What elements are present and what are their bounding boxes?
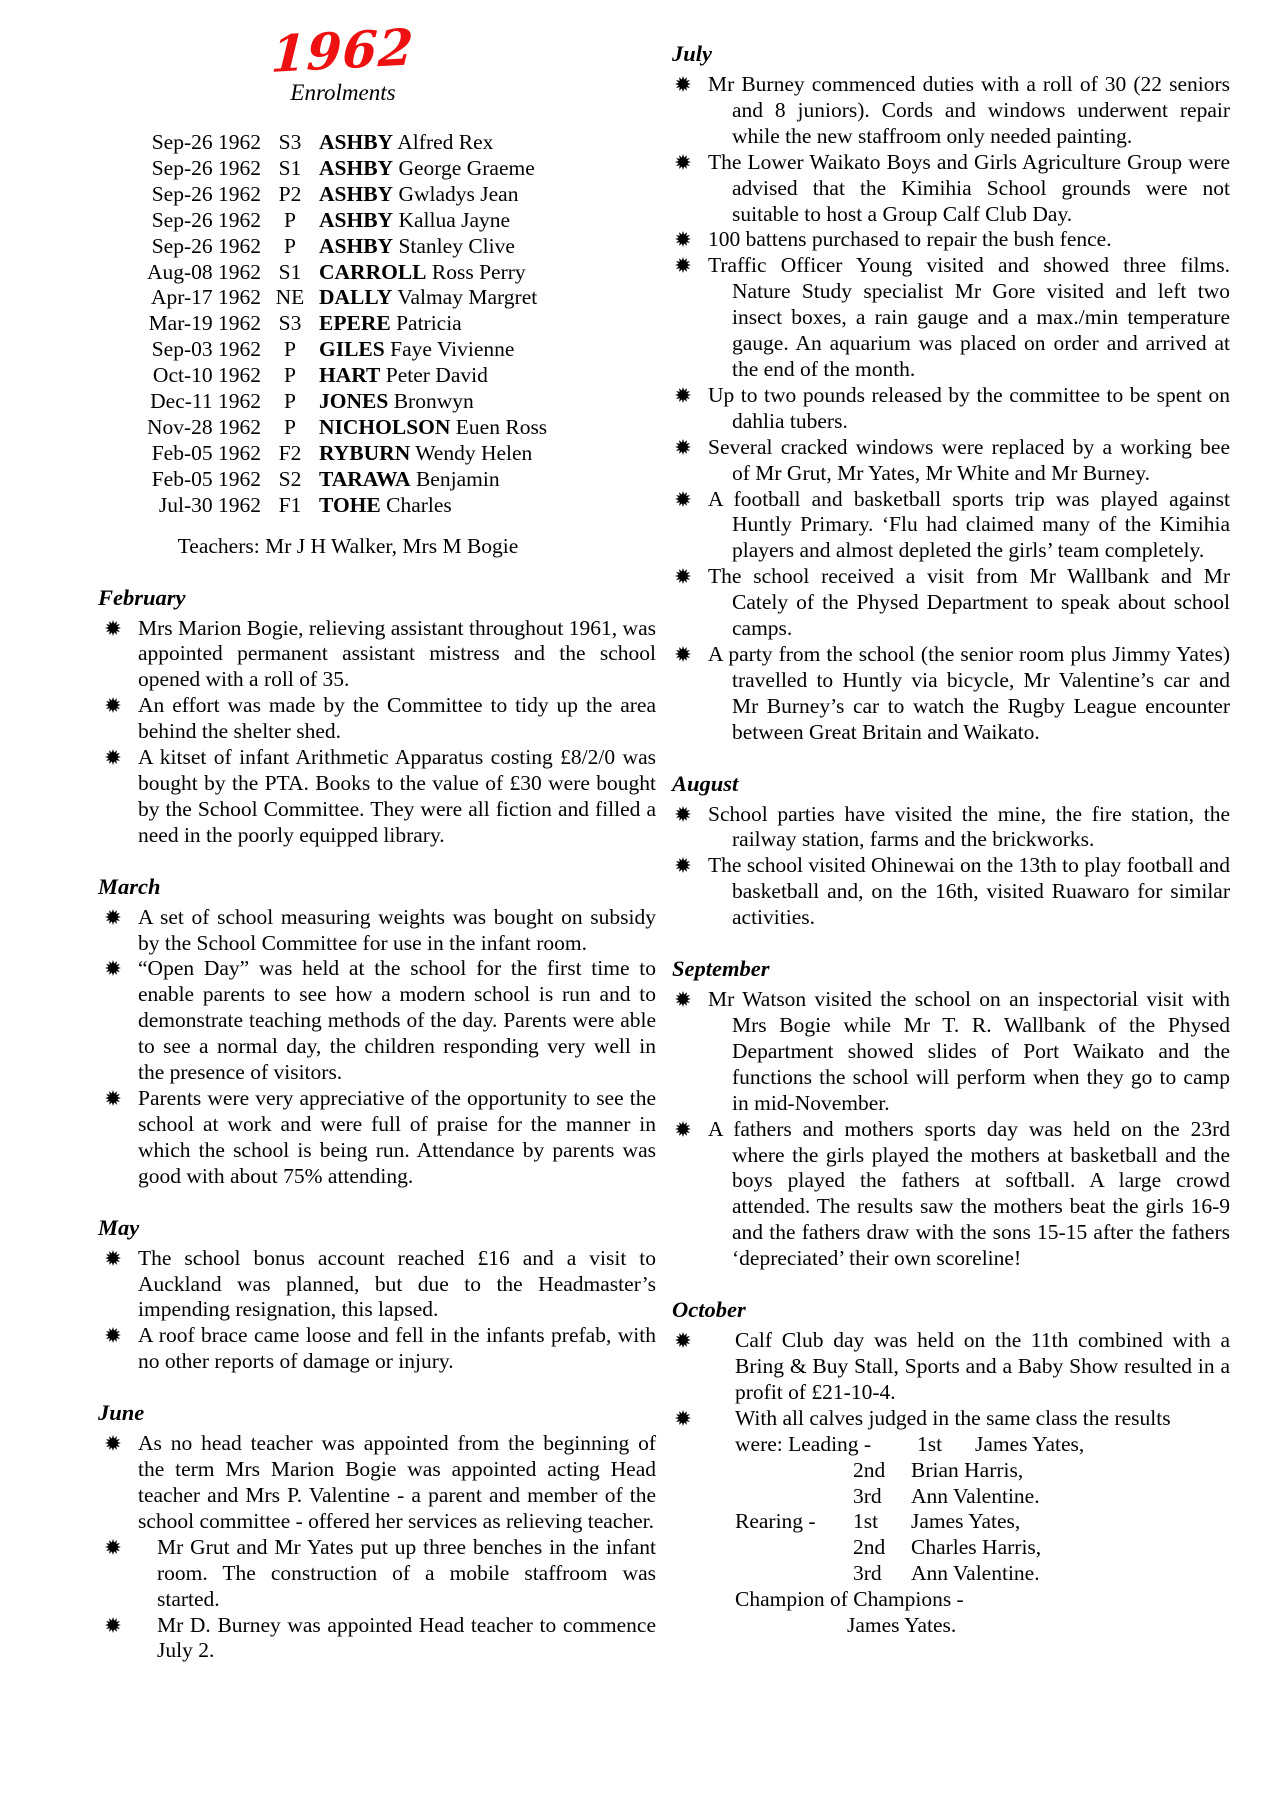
star-bullet-icon	[105, 697, 121, 713]
enrolment-surname: TOHE	[319, 492, 381, 517]
enrolment-class: P	[284, 363, 296, 388]
enrolment-given: Euen Ross	[455, 414, 548, 439]
enrolment-surname: NICHOLSON	[319, 414, 451, 439]
bullet-item	[98, 1323, 656, 1375]
enrolment-name	[319, 389, 474, 415]
enrolment-given: Alfred Rex	[397, 130, 494, 154]
enrolment-row	[137, 363, 656, 389]
results-row	[735, 1458, 1230, 1484]
enrolment-row	[137, 234, 656, 260]
bullet-item	[672, 383, 1230, 435]
enrolment-row	[137, 441, 656, 467]
month-heading: October	[672, 1297, 746, 1323]
enrolment-surname: DALLY	[319, 285, 393, 310]
star-bullet-icon	[675, 387, 691, 403]
enrolment-date: Sep-26 1962	[151, 155, 261, 180]
enrolment-class: F2	[278, 440, 302, 465]
bullet-item	[672, 1117, 1230, 1272]
results-place: 1st	[853, 1509, 879, 1534]
star-bullet-icon	[675, 1121, 691, 1137]
enrolment-class: S1	[278, 155, 302, 180]
champion-name-line: James Yates.	[847, 1613, 957, 1638]
enrolment-surname: GILES	[319, 337, 385, 362]
star-bullet-icon	[675, 439, 691, 455]
bullet-text: Mrs Marion Bogie, relieving assistant throughout 1961, was appointed permanent assistant mistress and the school opened with a roll of 35.	[138, 615, 656, 692]
column-left	[98, 17, 656, 1664]
enrolment-row	[137, 493, 656, 519]
results-label	[735, 1561, 853, 1587]
enrolment-surname: ASHBY	[319, 233, 394, 258]
star-bullet-icon	[105, 1327, 121, 1343]
bullet-item	[672, 487, 1230, 565]
enrolment-date: Mar-19 1962	[148, 311, 261, 336]
month-heading: August	[672, 770, 739, 796]
enrolment-row	[137, 311, 656, 337]
month-heading: March	[98, 873, 161, 899]
enrolment-class: P	[284, 389, 296, 414]
enrolment-date: Nov-28 1962	[146, 414, 261, 439]
results-label	[735, 1535, 853, 1561]
bullet-item	[98, 1431, 656, 1535]
enrolment-surname: EPERE	[319, 311, 391, 336]
page-title: 1962	[269, 17, 417, 84]
enrolment-class: F1	[278, 492, 302, 517]
enrolment-date: Sep-26 1962	[151, 130, 261, 154]
bullet-text: Parents were very appreciative of the opportunity to see the school at work and were full of praise for the manner in which the school is being run. Attendance by parents was good with about 75% attending.	[138, 1086, 656, 1188]
enrolment-row	[137, 389, 656, 415]
enrolment-surname: CARROLL	[319, 259, 427, 284]
results-name: Ann Valentine.	[911, 1483, 1040, 1508]
enrolment-given: Charles	[386, 492, 452, 517]
enrolment-class: P2	[278, 181, 302, 206]
bullet-item	[98, 693, 656, 745]
results-label: Rearing -	[735, 1509, 816, 1534]
bullet-text: A roof brace came loose and fell in the infants prefab, with no other reports of damage or injury.	[138, 1323, 656, 1374]
enrolment-surname: TARAWA	[319, 466, 411, 491]
bullet-text: A football and basketball sports trip was played against Huntly Primary. ‘Flu had claimed many of the Kimihia players and almost depleted the girls’ team completely.	[708, 486, 1230, 563]
star-bullet-icon	[675, 991, 691, 1007]
star-bullet-icon	[105, 1090, 121, 1106]
star-bullet-icon	[675, 491, 691, 507]
bullet-text: The Lower Waikato Boys and Girls Agriculture Group were advised that the Kimihia School grounds were not suitable to host a Group Calf Club Day.	[708, 149, 1230, 226]
enrolment-name	[319, 208, 510, 234]
bullet-text: Up to two pounds released by the committee to be spent on dahlia tubers.	[708, 382, 1230, 433]
star-bullet-icon	[675, 257, 691, 273]
enrolment-surname: JONES	[319, 389, 389, 414]
enrolment-name	[319, 285, 537, 311]
enrolment-row	[137, 467, 656, 493]
bullet-item	[98, 1246, 656, 1324]
bullet-text: An effort was made by the Committee to tidy up the area behind the shelter shed.	[138, 693, 656, 744]
bullet-item	[98, 1086, 656, 1190]
bullet-text: Traffic Officer Young visited and showed three films. Nature Study specialist Mr Gore visited and left two insect boxes, a rain gauge and a max./min temperature gauge. An aquarium was placed on order and arrived at the end of the month.	[708, 253, 1230, 381]
enrolment-surname: ASHBY	[319, 130, 394, 154]
star-bullet-icon	[105, 620, 121, 636]
column-right	[672, 24, 1230, 1639]
bullet-text: A fathers and mothers sports day was held on the 23rd where the girls played the mothers at basketball and the boys played the fathers at softball. A large crowd attended. The results saw the mothers beat the girls 16-9 and the fathers draw with the sons 15-15 after the fathers ‘depreciated’ their own scoreline!	[708, 1116, 1230, 1271]
star-bullet-icon	[675, 806, 691, 822]
enrolment-surname: ASHBY	[319, 181, 394, 206]
star-bullet-icon	[105, 1435, 121, 1451]
bullet-text: A set of school measuring weights was bought on subsidy by the School Committee for use in the infant room.	[138, 904, 656, 955]
results-place: 3rd	[853, 1483, 882, 1508]
results-name: James Yates,	[911, 1509, 1021, 1534]
results-row	[735, 1509, 1230, 1535]
enrolment-date: Aug-08 1962	[146, 259, 261, 284]
bullet-text: The school visited Ohinewai on the 13th to play football and basketball and, on the 16th, visited Ruawaro for similar activities.	[708, 853, 1230, 930]
column-right-sections	[672, 40, 1230, 1639]
star-bullet-icon	[105, 1250, 121, 1266]
bullet-text: Mr Grut and Mr Yates put up three benches in the infant room. The construction of a mobile staffroom was started.	[157, 1534, 656, 1611]
enrolment-class: NE	[275, 285, 305, 310]
enrolment-surname: RYBURN	[319, 440, 411, 465]
enrolment-given: Kallua Jayne	[398, 207, 511, 232]
star-bullet-icon	[105, 960, 121, 976]
enrolment-row	[137, 415, 656, 441]
star-bullet-icon	[675, 1332, 691, 1348]
enrolment-given: Bronwyn	[393, 389, 474, 414]
enrolment-date: Sep-03 1962	[151, 337, 261, 362]
star-bullet-icon	[105, 1539, 121, 1555]
bullet-text: Calf Club day was held on the 11th combined with a Bring & Buy Stall, Sports and a Baby Show resulted in a profit of £21-10-4.	[735, 1328, 1230, 1404]
month-heading: May	[98, 1214, 140, 1240]
enrolment-surname: HART	[319, 363, 381, 388]
star-bullet-icon	[675, 76, 691, 92]
bullet-item	[672, 564, 1230, 642]
champion-label-line: Champion of Champions -	[735, 1587, 964, 1612]
enrolment-class: S1	[278, 259, 302, 284]
enrolment-name	[319, 311, 462, 337]
bullet-text: Mr D. Burney was appointed Head teacher to commence July 2.	[157, 1612, 656, 1663]
bullet-item	[672, 150, 1230, 228]
enrolment-row	[137, 182, 656, 208]
enrolment-name	[319, 493, 452, 519]
enrolment-row	[137, 208, 656, 234]
enrolment-name	[319, 234, 515, 260]
enrolment-date: Feb-05 1962	[151, 440, 261, 465]
bullet-text: The school received a visit from Mr Wallbank and Mr Cately of the Physed Department to speak about school camps.	[708, 564, 1230, 641]
bullet-text: Several cracked windows were replaced by a working bee of Mr Grut, Mr Yates, Mr White and Mr Burney.	[708, 434, 1230, 485]
star-bullet-icon	[675, 646, 691, 662]
bullet-item	[672, 642, 1230, 746]
results-block	[672, 1432, 1230, 1639]
bullet-item	[672, 802, 1230, 854]
enrolment-class: P	[284, 207, 296, 232]
star-bullet-icon	[675, 857, 691, 873]
enrolment-class: S3	[278, 311, 302, 336]
bullet-text: Mr Watson visited the school on an inspectorial visit with Mrs Bogie while Mr T. R. Wallbank of the Physed Department showed slides of Port Waikato and the functions the school will perform when they go to camp in mid-November.	[708, 987, 1230, 1115]
enrolment-surname: ASHBY	[319, 207, 394, 232]
results-label	[735, 1484, 853, 1510]
enrolment-date: Feb-05 1962	[151, 466, 261, 491]
enrolment-given: Gwladys Jean	[398, 181, 519, 206]
star-bullet-icon	[675, 568, 691, 584]
enrolment-class: S3	[278, 130, 302, 154]
enrolment-class: P	[284, 414, 296, 439]
results-label	[735, 1458, 853, 1484]
bullet-text: A kitset of infant Arithmetic Apparatus costing £8/2/0 was bought by the PTA. Books to the value of £30 were bought by the School Committee. They were all fiction and filled a need in the poorly equipped library.	[138, 745, 656, 847]
enrolment-given: Stanley Clive	[398, 233, 515, 258]
results-name: Charles Harris,	[911, 1535, 1042, 1560]
results-name: James Yates,	[975, 1431, 1085, 1456]
bullet-item	[98, 905, 656, 957]
enrolment-row	[137, 156, 656, 182]
enrolments-table	[137, 130, 656, 519]
enrolment-surname: ASHBY	[319, 155, 394, 180]
bullet-item	[98, 1535, 656, 1613]
bullet-item	[672, 987, 1230, 1117]
enrolment-given: Wendy Helen	[415, 440, 533, 465]
results-name: Brian Harris,	[911, 1457, 1024, 1482]
results-row	[735, 1535, 1230, 1561]
enrolment-name	[319, 260, 526, 286]
enrolment-class: P	[284, 233, 296, 258]
results-row	[735, 1561, 1230, 1587]
bullet-item	[98, 745, 656, 849]
enrolment-given: Valmay Margret	[397, 285, 538, 310]
results-row	[735, 1484, 1230, 1510]
enrolment-row	[137, 337, 656, 363]
enrolment-name	[319, 182, 518, 208]
bullet-item	[98, 956, 656, 1086]
enrolment-date: Oct-10 1962	[152, 363, 261, 388]
bullet-text: “Open Day” was held at the school for the first time to enable parents to see how a modern school is run and to demonstrate teaching methods of the day. Parents were able to see a normal day, the children responding very well in the presence of visitors.	[138, 956, 656, 1085]
bullet-item	[672, 72, 1230, 150]
results-label: were: Leading -	[735, 1431, 872, 1456]
star-bullet-icon	[105, 909, 121, 925]
masthead	[98, 17, 588, 106]
enrolment-name	[319, 156, 535, 182]
enrolment-class: P	[284, 337, 296, 362]
teachers-line: Teachers: Mr J H Walker, Mrs M Bogie	[177, 533, 519, 558]
enrolment-row	[137, 285, 656, 311]
enrolment-name	[319, 363, 488, 389]
bullet-text: Mr Burney commenced duties with a roll of 30 (22 seniors and 8 juniors). Cords and windows underwent repair while the new staffroom only needed painting.	[708, 72, 1230, 148]
enrolment-given: George Graeme	[398, 155, 535, 180]
bullet-text: With all calves judged in the same class the results	[735, 1405, 1171, 1430]
bullet-text: The school bonus account reached £16 and a visit to Auckland was planned, but due to the Headmaster’s impending resignation, this lapsed.	[138, 1245, 656, 1322]
enrolment-date: Sep-26 1962	[151, 181, 261, 206]
enrolment-date: Dec-11 1962	[150, 389, 261, 414]
enrolment-given: Faye Vivienne	[390, 337, 515, 362]
enrolment-date: Sep-26 1962	[151, 233, 261, 258]
enrolment-name	[319, 130, 493, 156]
enrolment-name	[319, 337, 514, 363]
bullet-item	[98, 1613, 656, 1665]
results-place: 3rd	[853, 1561, 882, 1586]
enrolment-name	[319, 441, 532, 467]
bullet-item	[672, 1328, 1230, 1406]
results-place: 2nd	[853, 1457, 886, 1482]
enrolment-row	[137, 130, 656, 156]
star-bullet-icon	[105, 1617, 121, 1633]
star-bullet-icon	[675, 154, 691, 170]
bullet-item	[98, 616, 656, 694]
bullet-item	[672, 435, 1230, 487]
star-bullet-icon	[675, 231, 691, 247]
enrolment-given: Patricia	[396, 311, 462, 336]
enrolment-name	[319, 467, 500, 493]
results-row	[735, 1432, 1230, 1458]
star-bullet-icon	[675, 1410, 691, 1426]
bullet-item	[672, 227, 1230, 253]
bullet-text: A party from the school (the senior room plus Jimmy Yates) travelled to Huntly via bicycle, Mr Valentine’s car and Mr Burney’s car to watch the Rugby League encounter between Great Britain and Waikato.	[708, 641, 1230, 744]
enrolment-given: Benjamin	[415, 466, 500, 491]
month-heading: July	[672, 41, 713, 66]
bullet-text: As no head teacher was appointed from the beginning of the term Mrs Marion Bogie was appointed acting Head teacher and Mrs P. Valentine - a parent and member of the school committee - offered her services as relieving teacher.	[138, 1431, 656, 1533]
enrolment-given: Ross Perry	[431, 259, 526, 284]
enrolment-date: Apr-17 1962	[150, 285, 261, 310]
bullet-text: 100 battens purchased to repair the bush fence.	[708, 227, 1112, 252]
enrolment-date: Sep-26 1962	[151, 207, 261, 232]
bullet-item	[672, 253, 1230, 383]
enrolment-row	[137, 260, 656, 286]
enrolment-date: Jul-30 1962	[158, 492, 261, 517]
bullet-item	[672, 853, 1230, 931]
column-left-sections	[98, 584, 656, 1665]
month-heading: February	[98, 584, 186, 610]
results-place: 2nd	[853, 1535, 886, 1560]
star-bullet-icon	[105, 749, 121, 765]
bullet-text: School parties have visited the mine, the fire station, the railway station, farms and the brickworks.	[708, 801, 1230, 852]
results-name: Ann Valentine.	[911, 1561, 1040, 1586]
month-heading: June	[98, 1400, 145, 1426]
month-heading: September	[672, 956, 770, 982]
enrolment-class: S2	[278, 466, 302, 491]
enrolment-name	[319, 415, 547, 441]
bullet-item	[672, 1406, 1230, 1432]
page-subtitle: Enrolments	[290, 80, 396, 105]
results-place: 1st	[917, 1431, 943, 1456]
enrolment-given: Peter David	[385, 363, 488, 388]
